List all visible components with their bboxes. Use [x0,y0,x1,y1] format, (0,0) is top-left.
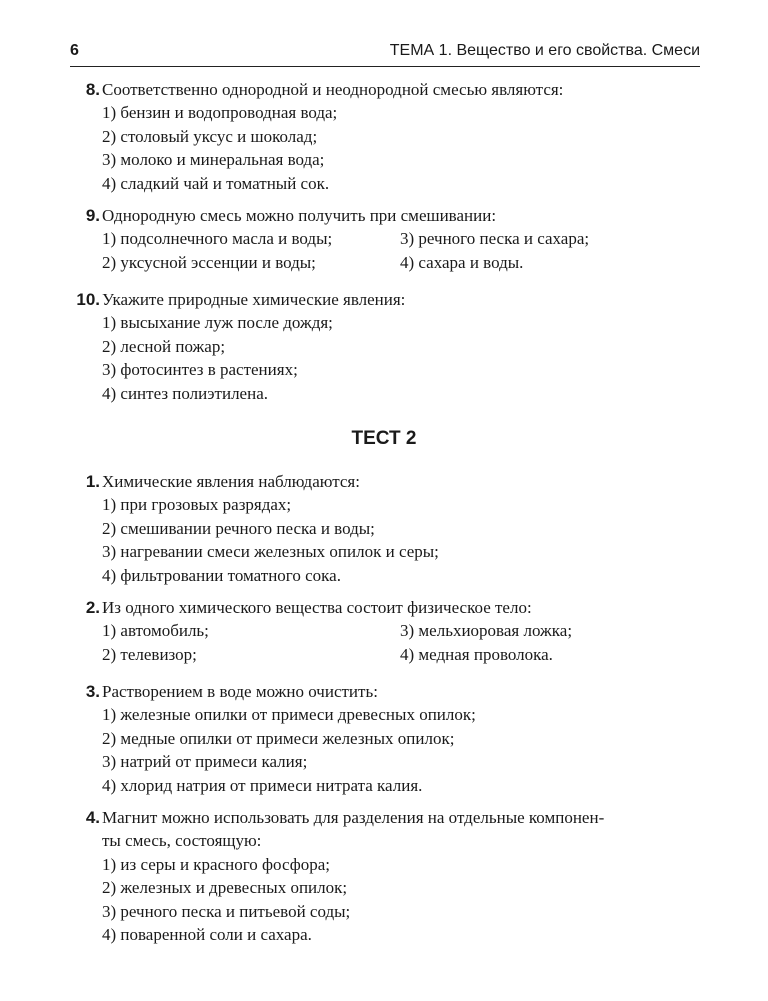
answer-option: 3) речного песка и сахара; [400,229,590,249]
question-9 [70,204,710,274]
answer-option: 1) автомобиль; [102,621,209,641]
answer-option: 4) поваренной соли и сахара. [102,925,312,945]
answer-options-grid [102,227,710,274]
question-number: 4. [85,808,100,827]
header-rule [70,66,700,67]
page-number: 6 [70,42,79,59]
test2-question-2 [70,596,710,666]
answer-option: 1) при грозовых разрядах; [102,495,292,515]
question-8 [70,78,710,195]
answer-option: 1) бензин и водопроводная вода; [102,103,338,123]
answer-option: 4) хлорид натрия от примеси нитрата калия. [102,775,423,795]
question-number: 2. [85,598,100,617]
answer-option: 2) железных и древесных опилок; [102,878,348,898]
question-text-line-2: ты смесь, состоящую: [102,831,262,851]
answer-option: 1) из серы и красного фосфора; [102,854,331,874]
question-text: Из одного химического вещества состоит физическое тело: [102,598,532,617]
question-text: Однородную смесь можно получить при смешивании: [102,206,497,225]
answer-option: 4) медная проволока. [400,644,553,664]
answer-option: 2) столовый уксус и шоколад; [102,126,318,146]
test2-question-3 [70,680,710,797]
page-header [70,38,700,64]
test2-question-1 [70,470,710,587]
answer-option: 3) молоко и минеральная вода; [102,150,325,170]
answer-option: 2) телевизор; [102,644,197,664]
test2-question-4 [70,806,710,946]
answer-option: 2) смешивании речного песка и воды; [102,518,375,538]
answer-option: 3) нагревании смеси железных опилок и серы; [102,542,439,562]
answer-option: 2) лесной пожар; [102,336,226,356]
answer-option: 2) уксусной эссенции и воды; [102,252,316,272]
answer-option: 4) сахара и воды. [400,252,524,272]
question-text: Химические явления наблюдаются: [102,472,360,491]
test-2-heading: ТЕСТ 2 [351,428,417,449]
question-text: Соответственно однородной и неоднородной смесью являются: [102,80,564,99]
answer-option: 4) фильтровании томатного сока. [102,565,341,585]
answer-options-grid [102,619,710,666]
answer-option: 1) высыхание луж после дождя; [102,313,333,333]
answer-option: 1) железные опилки от примеси древесных опилок; [102,705,476,725]
answer-option: 4) синтез полиэтилена. [102,383,268,403]
answer-option: 3) натрий от примеси калия; [102,752,308,772]
answer-option: 4) сладкий чай и томатный сок. [102,173,330,193]
question-10 [70,288,710,405]
answer-option: 3) речного песка и питьевой соды; [102,901,351,921]
question-number: 3. [85,682,100,701]
answer-option: 1) подсолнечного масла и воды; [102,229,333,249]
question-text: Растворением в воде можно очистить: [102,682,378,701]
running-title: ТЕМА 1. Вещество и его свойства. Смеси [389,42,700,59]
question-text-line-1: Магнит можно использовать для разделения на отдельные компонен- [102,808,605,827]
answer-option: 3) фотосинтез в растениях; [102,360,298,380]
question-text: Укажите природные химические явления: [102,290,406,309]
answer-option: 2) медные опилки от примеси железных опилок; [102,728,455,748]
question-number: 9. [85,206,100,225]
question-number: 1. [85,472,100,491]
question-number: 10. [76,290,100,309]
question-number: 8. [85,80,100,99]
answer-option: 3) мельхиоровая ложка; [400,621,573,641]
